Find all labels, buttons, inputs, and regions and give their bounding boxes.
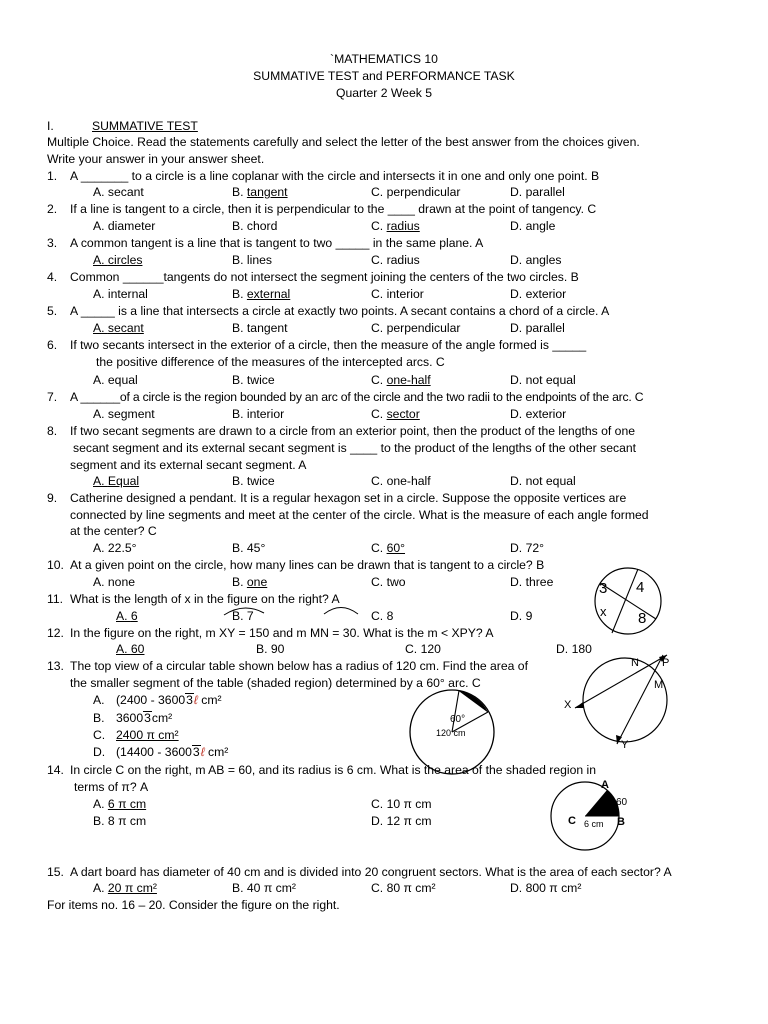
q5-choice-b: B. tangent bbox=[232, 321, 288, 335]
fig11-label-4: 4 bbox=[636, 579, 645, 596]
q11-number: 11. bbox=[47, 592, 64, 606]
q15-number: 15. bbox=[47, 865, 64, 879]
instructions-line-1: Multiple Choice. Read the statements carefully and select the letter of the best answer from the choices given. bbox=[47, 135, 640, 149]
q2-text: If a line is tangent to a circle, then it is perpendicular to the ____ drawn at the point of tangency. C bbox=[70, 202, 597, 216]
q3-choice-a: A. circles bbox=[93, 253, 143, 267]
q5-choice-d: D. parallel bbox=[510, 321, 565, 335]
fig12-label-x: X bbox=[564, 699, 572, 711]
q13-choice-d-letter: D. bbox=[93, 745, 106, 759]
q13-choice-a-letter: A. bbox=[93, 693, 105, 707]
q14-choice-b: B. 8 π cm bbox=[93, 814, 147, 828]
q13-choice-c-letter: C. bbox=[93, 728, 106, 742]
q12-choice-d: D. 180 bbox=[556, 642, 592, 656]
q5-choice-c: C. perpendicular bbox=[371, 321, 461, 335]
fig14-label-c: C bbox=[568, 815, 576, 827]
section-title: SUMMATIVE TEST bbox=[92, 119, 198, 133]
q3-number: 3. bbox=[47, 236, 58, 250]
instructions-line-2: Write your answer in your answer sheet. bbox=[47, 152, 265, 166]
figure-intersecting-chords bbox=[590, 565, 670, 637]
q11-choice-a: A. 6 bbox=[116, 609, 138, 623]
q12-text: In the figure on the right, m XY = 150 and m MN = 30. What is the m < XPY? A bbox=[70, 626, 494, 640]
q15-choice-c: C. 80 π cm² bbox=[371, 881, 436, 895]
q14-choice-c: C. 10 π cm bbox=[371, 797, 432, 811]
q5-choice-a: A. secant bbox=[93, 321, 144, 335]
q15-choice-d: D. 800 π cm² bbox=[510, 881, 582, 895]
q10-choice-a: A. none bbox=[93, 575, 136, 589]
q11-choice-d: D. 9 bbox=[510, 609, 533, 623]
q9-choice-a: A. 22.5° bbox=[93, 541, 137, 555]
q13-choice-b-letter: B. bbox=[93, 711, 105, 725]
fig11-label-8: 8 bbox=[638, 610, 647, 627]
q6-choice-d: D. not equal bbox=[510, 373, 576, 387]
q6-text-line-2: the positive difference of the measures of the intercepted arcs. C bbox=[96, 355, 445, 369]
q10-choice-b: B. one bbox=[232, 575, 268, 589]
figure-circle-c-sector bbox=[545, 778, 645, 850]
q14-choice-a: A. 6 π cm bbox=[93, 797, 147, 811]
q11-text: What is the length of x in the figure on the right? A bbox=[70, 592, 340, 606]
fig12-label-p: P bbox=[662, 657, 670, 669]
q12-choice-a: A. 60 bbox=[116, 642, 145, 656]
q9-text-line-3: at the center? C bbox=[70, 524, 157, 538]
q8-text-line-3: segment and its external secant segment. A bbox=[70, 458, 307, 472]
q4-choice-d: D. exterior bbox=[510, 287, 567, 301]
q6-text: If two secants intersect in the exterior of a circle, then the measure of the angle formed is _____ bbox=[70, 338, 587, 352]
q7-choice-b: B. interior bbox=[232, 407, 285, 421]
title-line-1: `MATHEMATICS 10 bbox=[330, 52, 438, 66]
q4-text: Common ______tangents do not intersect the segment joining the centers of the two circles. B bbox=[70, 270, 579, 284]
q11-arc-mark-1 bbox=[222, 604, 266, 616]
q6-choice-c: C. one-half bbox=[371, 373, 431, 387]
q9-choice-d: D. 72° bbox=[510, 541, 545, 555]
q7-choice-c: C. sector bbox=[371, 407, 420, 421]
q1-choice-d: D. parallel bbox=[510, 185, 565, 199]
fig14-label-a: A bbox=[601, 779, 609, 791]
title-line-3: Quarter 2 Week 5 bbox=[336, 86, 432, 100]
fig14-radius-label: 6 cm bbox=[584, 819, 604, 829]
q2-choice-c: C. radius bbox=[371, 219, 420, 233]
q8-number: 8. bbox=[47, 424, 58, 438]
q12-choice-b: B. 90 bbox=[256, 642, 285, 656]
q14-choice-d: D. 12 π cm bbox=[371, 814, 432, 828]
fig12-label-m: M bbox=[654, 679, 664, 691]
fig12-label-y: Y bbox=[621, 739, 629, 751]
q13-text-line-2: the smaller segment of the table (shaded region) determined by a 60° arc. C bbox=[70, 676, 481, 690]
q12-number: 12. bbox=[47, 626, 64, 640]
q13-choice-c: 2400 π cm² bbox=[116, 728, 179, 742]
q15-text: A dart board has diameter of 40 cm and is divided into 20 congruent sectors. What is the area of each sector? A bbox=[70, 865, 672, 879]
q13-choice-d: (14400 - 36003ℓ cm² bbox=[116, 745, 229, 759]
q1-choice-c: C. perpendicular bbox=[371, 185, 461, 199]
q13-choice-b: 36003cm² bbox=[116, 711, 173, 725]
q7-choice-a: A. segment bbox=[93, 407, 155, 421]
q5-number: 5. bbox=[47, 304, 58, 318]
fig11-label-x: x bbox=[600, 604, 607, 619]
q7-text: A ______of a circle is the region bounded by an arc of the circle and the two radii to the endpoints of the arc. C bbox=[70, 390, 644, 404]
q6-number: 6. bbox=[47, 338, 58, 352]
q13-text: The top view of a circular table shown below has a radius of 120 cm. Find the area of bbox=[70, 659, 528, 673]
q1-number: 1. bbox=[47, 169, 58, 183]
q15-choice-a: A. 20 π cm² bbox=[93, 881, 157, 895]
q4-number: 4. bbox=[47, 270, 58, 284]
q7-choice-d: D. exterior bbox=[510, 407, 567, 421]
q4-choice-b: B. external bbox=[232, 287, 291, 301]
figure-circular-table bbox=[402, 688, 502, 776]
fig14-angle-label: 60 bbox=[616, 797, 628, 808]
q14-text-line-2: terms of π? A bbox=[74, 780, 149, 794]
q3-choice-c: C. radius bbox=[371, 253, 420, 267]
q9-text-line-2: connected by line segments and meet at the center of the circle. What is the measure of each angle formed bbox=[70, 508, 649, 522]
q2-number: 2. bbox=[47, 202, 58, 216]
title-line-2: SUMMATIVE TEST and PERFORMANCE TASK bbox=[253, 69, 515, 83]
q3-choice-d: D. angles bbox=[510, 253, 562, 267]
q8-choice-b: B. twice bbox=[232, 474, 275, 488]
q1-choice-b: B. tangent bbox=[232, 185, 288, 199]
q2-choice-b: B. chord bbox=[232, 219, 278, 233]
q8-choice-a: A. Equal bbox=[93, 474, 140, 488]
q13-choice-a: (2400 - 36003ℓ cm² bbox=[116, 693, 222, 707]
q8-text-line-2: secant segment and its external secant segment is ____ to the product of the lengths of the other secant bbox=[73, 441, 637, 455]
fig13-angle-label: 60° bbox=[450, 714, 466, 725]
q10-text: At a given point on the circle, how many lines can be drawn that is tangent to a circle? B bbox=[70, 558, 545, 572]
q9-text: Catherine designed a pendant. It is a regular hexagon set in a circle. Suppose the opposite vertices are bbox=[70, 491, 627, 505]
q1-choice-a: A. secant bbox=[93, 185, 144, 199]
q10-number: 10. bbox=[47, 558, 64, 572]
q14-text: In circle C on the right, m AB = 60, and its radius is 6 cm. What is the area of the shaded region in bbox=[70, 763, 597, 777]
q5-text: A _____ is a line that intersects a circle at exactly two points. A secant contains a chord of a circle. A bbox=[70, 304, 610, 318]
q10-choice-c: C. two bbox=[371, 575, 406, 589]
items-16-20-note: For items no. 16 – 20. Consider the figure on the right. bbox=[47, 898, 340, 912]
q2-choice-d: D. angle bbox=[510, 219, 556, 233]
q4-choice-a: A. internal bbox=[93, 287, 148, 301]
q8-text: If two secant segments are drawn to a circle from an exterior point, then the product of the lengths of one bbox=[70, 424, 635, 438]
q4-choice-c: C. interior bbox=[371, 287, 424, 301]
q13-number: 13. bbox=[47, 659, 64, 673]
q6-choice-a: A. equal bbox=[93, 373, 138, 387]
q8-choice-c: C. one-half bbox=[371, 474, 431, 488]
q9-number: 9. bbox=[47, 491, 58, 505]
q2-choice-a: A. diameter bbox=[93, 219, 156, 233]
fig12-label-n: N bbox=[631, 657, 639, 669]
figure-two-secants bbox=[555, 650, 695, 750]
q7-number: 7. bbox=[47, 390, 58, 404]
fig11-label-3: 3 bbox=[599, 580, 608, 597]
q1-text: A _______ to a circle is a line coplanar with the circle and intersects it in one and only one point. B bbox=[70, 169, 600, 183]
q3-choice-b: B. lines bbox=[232, 253, 272, 267]
q11-choice-c: C. 8 bbox=[371, 609, 394, 623]
q9-choice-c: C. 60° bbox=[371, 541, 406, 555]
q9-choice-b: B. 45° bbox=[232, 541, 266, 555]
q12-choice-c: C. 120 bbox=[405, 642, 441, 656]
q8-choice-d: D. not equal bbox=[510, 474, 576, 488]
q3-text: A common tangent is a line that is tangent to two _____ in the same plane. A bbox=[70, 236, 484, 250]
q14-number: 14. bbox=[47, 763, 64, 777]
q6-choice-b: B. twice bbox=[232, 373, 275, 387]
q15-choice-b: B. 40 π cm² bbox=[232, 881, 296, 895]
fig13-radius-label: 120 cm bbox=[436, 728, 466, 738]
q11-arc-mark-2 bbox=[322, 604, 360, 616]
fig14-label-b: B bbox=[617, 816, 625, 828]
section-number: I. bbox=[47, 119, 54, 133]
q10-choice-d: D. three bbox=[510, 575, 554, 589]
q11-choice-b: B. 7 bbox=[232, 609, 254, 623]
